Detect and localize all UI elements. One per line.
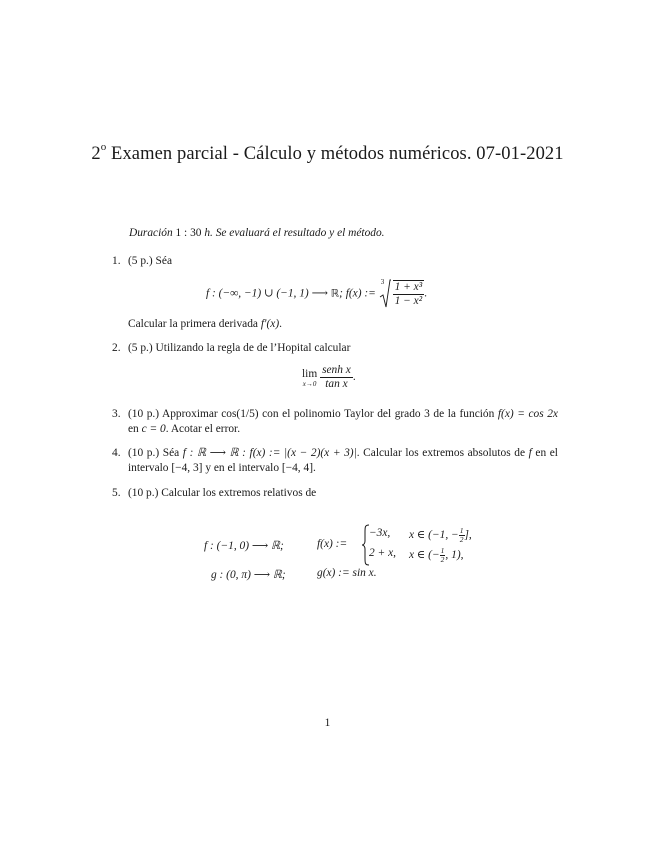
p2-denominator: tan x	[320, 377, 353, 391]
instructions-unit: h	[201, 227, 211, 239]
instructions-duration: 1 : 30	[175, 227, 202, 239]
p1-domain: f : (−∞, −1) ∪ (−1, 1) ⟶	[206, 287, 331, 300]
p1-question-end: .	[279, 318, 283, 330]
p3-text-en: en	[128, 423, 142, 435]
half-num: 1	[440, 546, 445, 555]
problem-1-formula	[206, 279, 427, 309]
p4-text-c: en el intervalo	[128, 447, 558, 474]
half-den: 2	[459, 535, 464, 544]
problem-points: (10 p.)	[128, 408, 160, 420]
page-title	[0, 140, 655, 165]
p2-lim-sub: x→0	[302, 379, 317, 388]
problem-number: 3.	[112, 408, 121, 420]
p4-text-d: y en el intervalo	[205, 462, 280, 474]
title-superscript: o	[100, 140, 107, 153]
exam-instructions	[129, 227, 385, 239]
p1-question-text: Calcular la primera derivada	[128, 318, 258, 330]
p1-end: .	[424, 287, 427, 300]
p5-case1-cond-b: ],	[464, 529, 472, 542]
p1-def: ; f(x) :=	[339, 287, 379, 300]
problem-3	[112, 407, 558, 437]
p5-case1-expr: −3x,	[369, 527, 391, 539]
problem-number: 4.	[112, 447, 121, 459]
p4-text-a: Séa	[162, 447, 180, 459]
p5-case1-cond-a: x ∈ (−1, −	[409, 529, 459, 542]
problem-text: Approximar cos(1/5) con el polinomio Taylor del grado 3 de la función	[162, 408, 495, 420]
problem-2	[112, 341, 558, 356]
problem-text: Calcular los extremos relativos de	[161, 487, 317, 499]
p1-derivative: f′(x)	[260, 318, 280, 330]
problem-number: 2.	[112, 342, 121, 354]
p5-g-map: g : (0, π) ⟶ ℝ;	[211, 569, 286, 581]
p5-f-map: f : (−1, 0) ⟶ ℝ;	[204, 540, 284, 552]
instructions-part-a: Duración	[129, 227, 176, 239]
p2-end: .	[352, 371, 356, 384]
p5-f-def: f(x) :=	[317, 538, 348, 550]
problem-2-limit	[302, 364, 356, 391]
half-den: 2	[440, 555, 445, 564]
problem-1-question	[128, 318, 282, 330]
instructions-part-d: . Se evaluará el resultado y el método.	[210, 227, 385, 239]
p5-case1-cond	[409, 527, 472, 544]
p1-numerator: 1 + x³	[394, 281, 423, 293]
p5-case2-cond	[409, 547, 463, 564]
problem-4	[112, 446, 558, 476]
p2-lim-block	[302, 368, 317, 388]
p1-codomain: ℝ	[330, 287, 340, 300]
p4-map: f : ℝ ⟶ ℝ : f(x) := |(x − 2)(x + 3)|	[182, 447, 357, 459]
problem-number: 1.	[112, 255, 121, 267]
p1-radical	[379, 279, 424, 309]
p2-numerator: senh x	[322, 364, 351, 376]
p3-center: c = 0	[141, 423, 166, 435]
p1-fraction	[393, 280, 425, 308]
p5-case2-expr: 2 + x,	[369, 547, 396, 559]
title-prefix: 2	[91, 144, 101, 164]
p5-case2-cond-a: x ∈ (−	[409, 549, 440, 562]
problem-1	[112, 254, 558, 269]
problem-points: (5 p.)	[128, 342, 153, 354]
problem-text: Utilizando la regla de de l’Hopital calcular	[155, 342, 351, 354]
p4-text-b: . Calcular los extremos absolutos de	[356, 447, 525, 459]
p1-root-index: 3	[380, 278, 385, 286]
p5-g-def: g(x) := sin x.	[317, 567, 377, 579]
p2-fraction	[320, 364, 353, 391]
problem-points: (10 p.)	[128, 487, 159, 499]
problem-5	[112, 486, 558, 501]
page-number: 1	[324, 717, 331, 729]
problem-number: 5.	[112, 487, 121, 499]
p3-text-end: . Acotar el error.	[165, 423, 241, 435]
p4-interval-1: [−4, 3]	[171, 462, 203, 474]
p2-lim: lim	[302, 367, 318, 380]
p5-case2-cond-b: , 1),	[445, 549, 464, 562]
p4-f: f	[528, 447, 532, 459]
p4-interval-2: [−4, 4]	[281, 462, 313, 474]
problem-text: Séa	[155, 255, 172, 267]
p3-function: f(x) = cos 2x	[497, 408, 558, 420]
title-text: Examen parcial - Cálculo y métodos numéricos. 07-01-2021	[106, 144, 564, 164]
p1-denominator: 1 − x²	[394, 295, 423, 307]
half-num: 1	[459, 526, 464, 535]
problem-points: (10 p.)	[128, 447, 160, 459]
problem-points: (5 p.)	[128, 255, 153, 267]
p4-text-e: .	[313, 462, 316, 474]
